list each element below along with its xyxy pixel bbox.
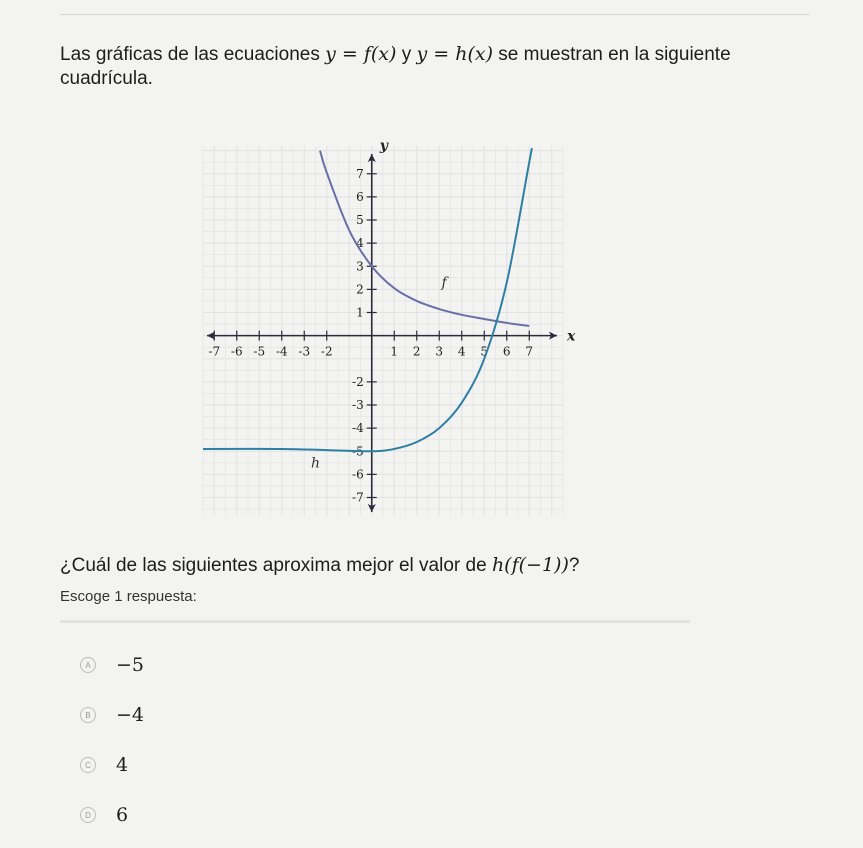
prompt-text-3: se muestran en la siguiente cuadrícula. (60, 44, 731, 89)
y-tick-label: -4 (352, 421, 364, 436)
answer-options (80, 640, 144, 840)
x-tick-label: 2 (412, 344, 421, 359)
radio-a-icon[interactable]: A (80, 657, 96, 673)
y-tick-label: 6 (356, 189, 364, 204)
y-tick-label: -3 (352, 398, 364, 412)
series-label-f: f (441, 275, 447, 292)
problem-statement (60, 42, 760, 91)
x-tick-label: 3 (435, 344, 444, 359)
option-c-value: 4 (116, 754, 129, 776)
option-d-value: 6 (116, 804, 129, 826)
equation-h: y = h(x) (416, 43, 493, 65)
x-tick-label: -7 (208, 344, 221, 359)
y-axis-label: y (379, 138, 388, 154)
y-tick-label: 2 (356, 282, 364, 297)
question (60, 552, 579, 579)
radio-b-icon[interactable]: B (80, 707, 96, 723)
question-end: ? (568, 555, 580, 576)
y-tick-label: -7 (352, 490, 364, 505)
prompt-text-1: Las gráficas de las ecuaciones (60, 44, 326, 65)
option-a-value: −5 (116, 654, 145, 676)
radio-c-icon[interactable]: C (80, 757, 96, 773)
y-tick-label: 4 (356, 236, 364, 251)
y-tick-label: -2 (352, 374, 364, 389)
top-divider (60, 14, 810, 15)
x-tick-label: -4 (275, 344, 288, 359)
option-a[interactable] (80, 640, 144, 690)
x-tick-label: -6 (230, 344, 243, 359)
question-expression: h(f(−1)) (491, 554, 569, 576)
option-b-value: −4 (116, 704, 145, 726)
equation-f: y = f(x) (325, 43, 397, 65)
option-d[interactable] (80, 790, 144, 840)
y-tick-label: 7 (356, 166, 364, 181)
x-tick-label: 7 (525, 344, 534, 359)
x-tick-label: -3 (298, 344, 311, 359)
function-graph (195, 128, 585, 528)
x-tick-label: 6 (502, 344, 511, 359)
y-tick-label: 1 (356, 305, 364, 320)
option-b[interactable] (80, 690, 144, 740)
options-divider (60, 620, 690, 623)
series-curve-h (203, 149, 532, 451)
x-tick-label: -5 (253, 344, 266, 359)
prompt-text-2: y (396, 44, 417, 65)
series-label-h: h (311, 455, 321, 472)
question-text: ¿Cuál de las siguientes aproxima mejor el valor de (60, 555, 492, 576)
y-tick-label: 3 (356, 259, 364, 274)
radio-d-icon[interactable]: D (80, 807, 96, 823)
x-tick-label: 1 (390, 344, 399, 359)
x-tick-label: -2 (320, 344, 333, 359)
y-tick-label: 5 (356, 213, 364, 227)
x-tick-label: 4 (457, 344, 466, 359)
answer-instruction: Escoge 1 respuesta: (60, 588, 197, 605)
y-tick-label: -5 (352, 444, 364, 459)
x-axis-label: x (567, 328, 576, 345)
x-tick-label: 5 (480, 344, 489, 359)
y-tick-label: -6 (352, 467, 364, 482)
option-c[interactable] (80, 740, 144, 790)
series-curve-f (320, 151, 529, 326)
